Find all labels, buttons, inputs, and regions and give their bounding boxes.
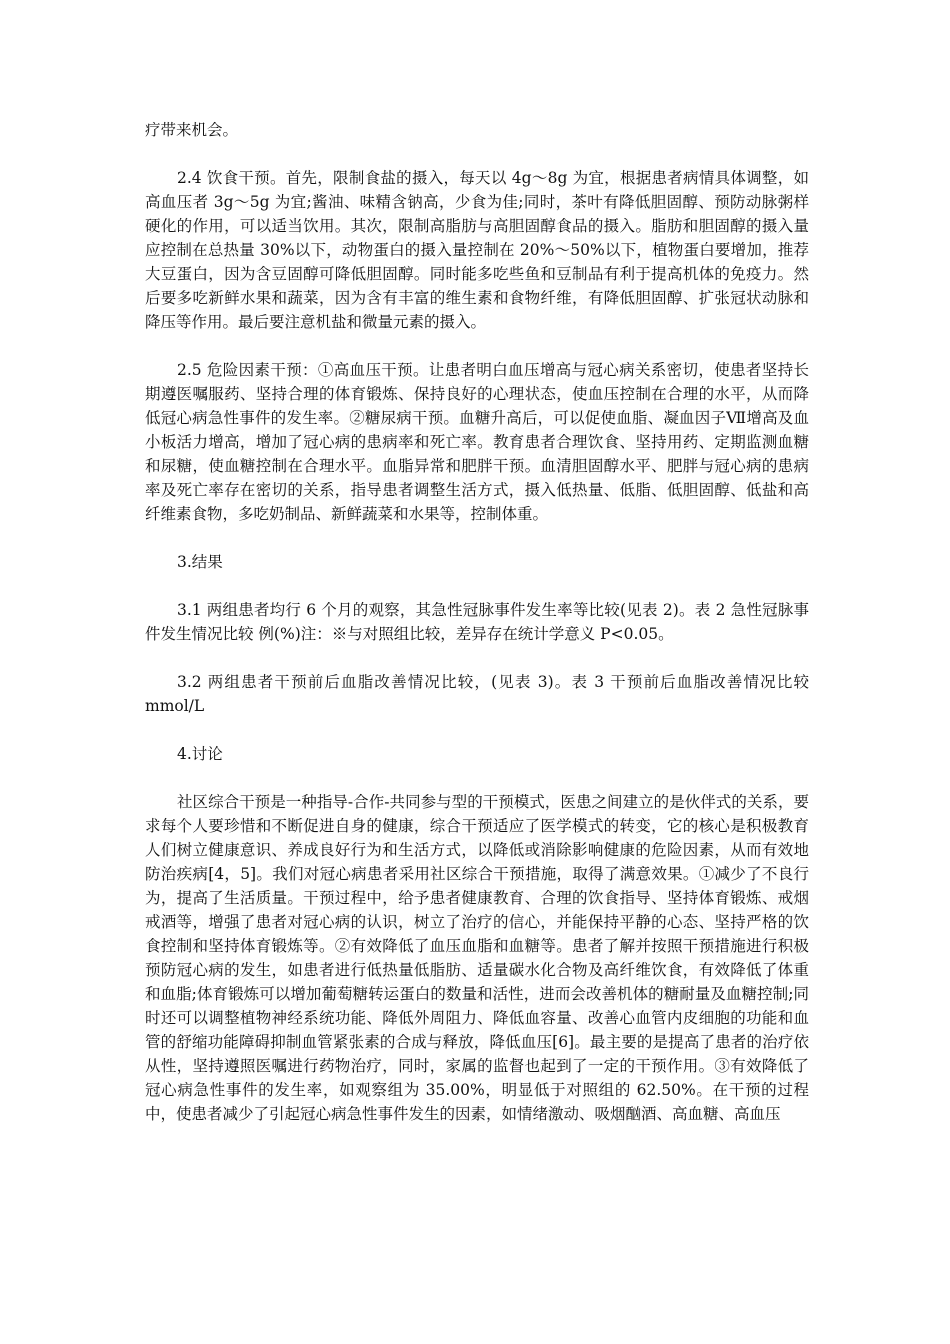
paragraph-result-3-2: 3.2 两组患者干预前后血脂改善情况比较，(见表 3)。表 3 干预前后血脂改善情况比较 mmol/L	[145, 673, 809, 715]
section-heading-discussion: 4.讨论	[177, 745, 223, 763]
paragraph-discussion: 社区综合干预是一种指导-合作-共同参与型的干预模式，医患之间建立的是伙伴式的关系，要求每个人要珍惜和不断促进自身的健康，综合干预适应了医学模式的转变，它的核心是积极教育人们树立健康意识、养成良好行为和生活方式，以降低或消除影响健康的危险因素，从而有效地防治疾病[4，5]。我们对冠心病患者采用社区综合干预措施，取得了满意效果。①减少了不良行为，提高了生活质量。干预过程中，给予患者健康教育、合理的饮食指导、坚持体育锻炼、戒烟戒酒等，增强了患者对冠心病的认识，树立了治疗的信心，并能保持平静的心态、坚持严格的饮食控制和坚持体育锻炼等。②有效降低了血压血脂和血糖等。患者了解并按照干预措施进行积极预防冠心病的发生，如患者进行低热量低脂肪、适量碳水化合物及高纤维饮食，有效降低了体重和血脂;体育锻炼可以增加葡萄糖转运蛋白的数量和活性，进而会改善机体的糖耐量及血糖控制;同时还可以调整植物神经系统功能、降低外周阻力、降低血容量、改善心血管内皮细胞的功能和血管的舒缩功能障碍抑制血管紧张素的合成与释放，降低血压[6]。最主要的是提高了患者的治疗依从性，坚持遵照医嘱进行药物治疗，同时，家属的监督也起到了一定的干预作用。③有效降低了冠心病急性事件的发生率，如观察组为 35.00%，明显低于对照组的 62.50%。在干预的过程中，使患者减少了引起冠心病急性事件发生的因素，如情绪激动、吸烟酗酒、高血糖、高血压	[145, 793, 809, 1123]
document-page	[145, 118, 809, 1126]
paragraph-risk-factor-intervention: 2.5 危险因素干预：①高血压干预。让患者明白血压增高与冠心病关系密切，使患者坚持长期遵医嘱服药、坚持合理的体育锻炼、保持良好的心理状态，使血压控制在合理的水平，从而降低冠心病急性事件的发生率。②糖尿病干预。血糖升高后，可以促使血脂、凝血因子Ⅶ增高及血小板活力增高，增加了冠心病的患病率和死亡率。教育患者合理饮食、坚持用药、定期监测血糖和尿糖，使血糖控制在合理水平。血脂异常和肥胖干预。血清胆固醇水平、肥胖与冠心病的患病率及死亡率存在密切的关系，指导患者调整生活方式，摄入低热量、低脂、低胆固醇、低盐和高纤维素食物，多吃奶制品、新鲜蔬菜和水果等，控制体重。	[145, 361, 809, 523]
section-heading-results: 3.结果	[177, 553, 223, 571]
paragraph-gap	[145, 766, 809, 790]
paragraph-diet-intervention: 2.4 饮食干预。首先，限制食盐的摄入，每天以 4g～8g 为宜，根据患者病情具体调整，如高血压者 3g～5g 为宜;酱油、味精含钠高，少食为佳;同时，茶叶有降低胆固醇、预防动脉粥样硬化的作用，可以适当饮用。其次，限制高脂肪与高胆固醇食品的摄入。脂肪和胆固醇的摄入量应控制在总热量 30%以下，动物蛋白的摄入量控制在 20%～50%以下，植物蛋白要增加，推荐大豆蛋白，因为含豆固醇可降低胆固醇。同时能多吃些鱼和豆制品有利于提高机体的免疫力。然后要多吃新鲜水果和蔬菜，因为含有丰富的维生素和食物纤维，有降低胆固醇、扩张冠状动脉和降压等作用。最后要注意机盐和微量元素的摄入。	[145, 169, 809, 331]
paragraph-gap	[145, 574, 809, 598]
paragraph-result-3-1: 3.1 两组患者均行 6 个月的观察，其急性冠脉事件发生率等比较(见表 2)。表 2 急性冠脉事件发生情况比较 例(%)注：※与对照组比较，差异存在统计学意义 P<0.05。	[145, 601, 809, 643]
paragraph-gap	[145, 718, 809, 742]
paragraph-gap	[145, 526, 809, 550]
paragraph-continuation: 疗带来机会。	[145, 121, 239, 139]
paragraph-gap	[145, 142, 809, 166]
paragraph-gap	[145, 646, 809, 670]
paragraph-gap	[145, 334, 809, 358]
